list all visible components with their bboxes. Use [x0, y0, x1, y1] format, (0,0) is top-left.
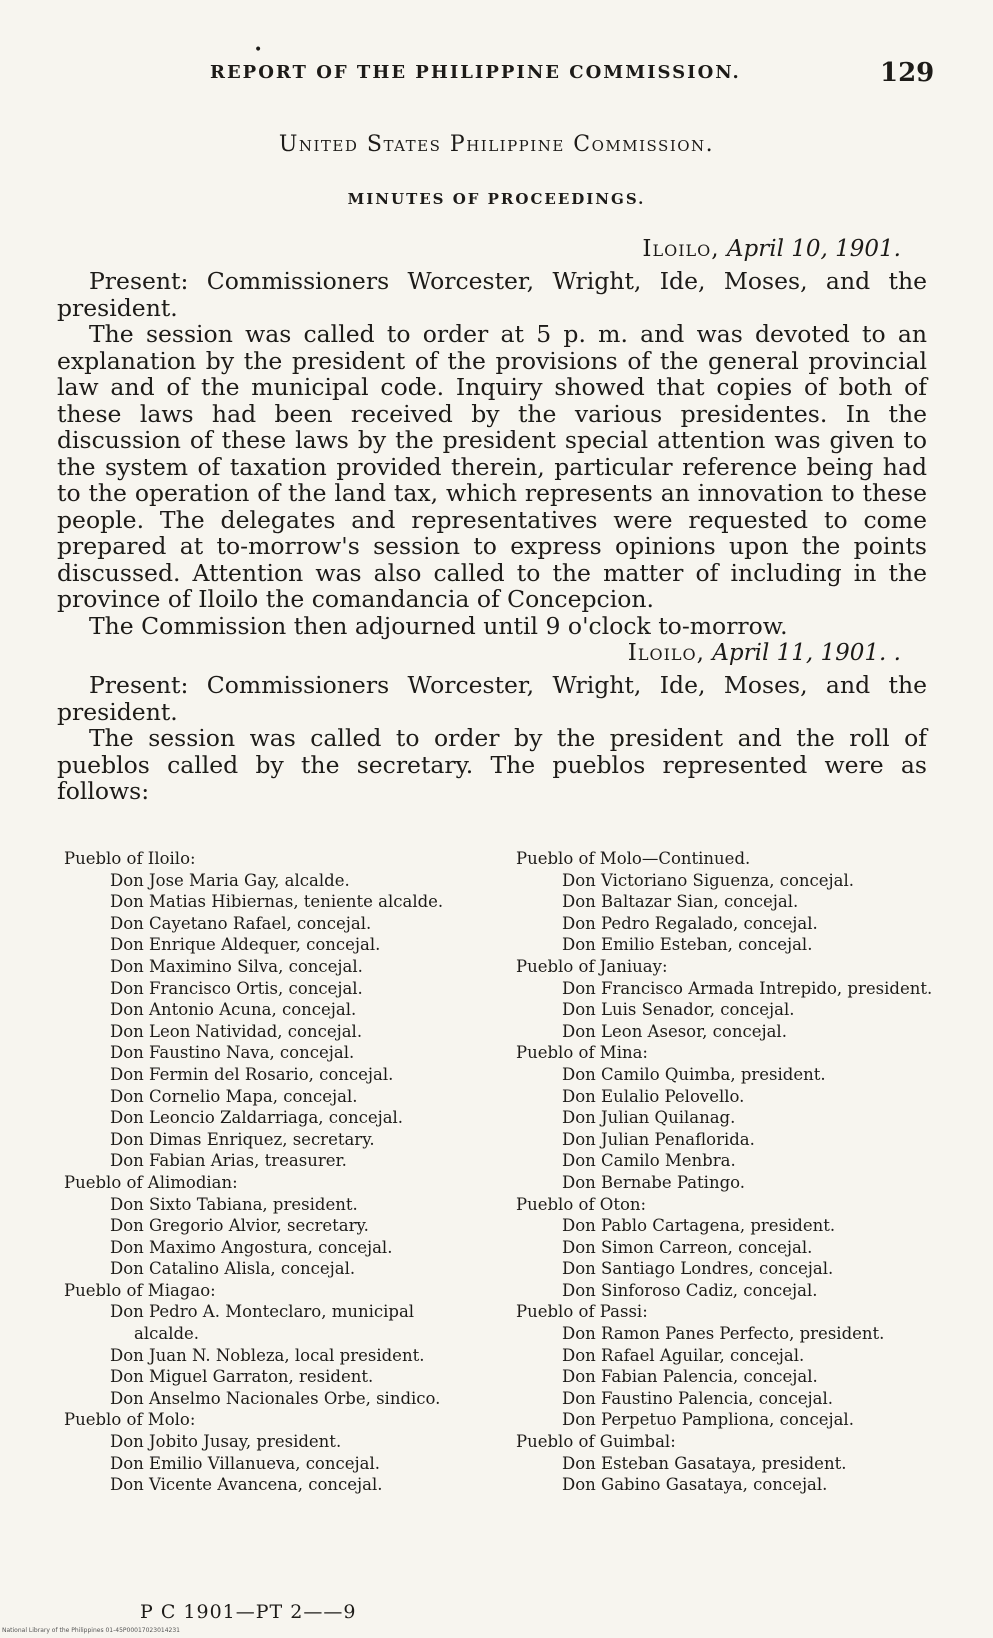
- delegate-entry: Don Sixto Tabiana, president.: [110, 1194, 358, 1214]
- delegate-entry: Don Pablo Cartagena, president.: [562, 1216, 836, 1236]
- delegate-entry: Don Gregorio Alvior, secretary.: [110, 1216, 369, 1236]
- delegate-entry: Don Cayetano Rafael, concejal.: [110, 913, 372, 933]
- delegate-entry: Don Catalino Alisla, concejal.: [110, 1259, 356, 1279]
- pueblo-heading: Pueblo of Miagao:: [64, 1280, 216, 1300]
- commission-title: United States Philippine Commission.: [278, 132, 715, 157]
- delegate-entry: Don Emilio Villanueva, concejal.: [110, 1453, 380, 1473]
- delegate-entry: Don Jose Maria Gay, alcalde.: [110, 870, 350, 890]
- roll-left-column: [64, 848, 484, 1496]
- delegate-entry: Don Perpetuo Pampliona, concejal.: [562, 1410, 854, 1430]
- session1-dateline: [642, 236, 901, 262]
- minutes-title: MINUTES OF PROCEEDINGS.: [347, 190, 646, 208]
- delegate-entry: Don Pedro A. Monteclaro, municipal alcalde.: [110, 1302, 415, 1344]
- delegate-entry: Don Faustino Nava, concejal.: [110, 1043, 355, 1063]
- delegate-entry: Don Dimas Enriquez, secretary.: [110, 1129, 375, 1149]
- running-title: REPORT OF THE PHILIPPINE COMMISSION.: [210, 62, 741, 83]
- session2-paragraph: The session was called to order by the president and the roll of pueblos called by the secretary. The pueblos represented were as follows:: [57, 724, 927, 805]
- session1-paragraph: The session was called to order at 5 p. m. and was devoted to an explanation by the president of the provisions of the general provincial law and of the municipal code. Inquiry showed that copies of both of these laws had been received by the various presidentes. In the discussion of these laws by the president special attention was given to the system of taxation provided therein, particular reference being had to the operation of the land tax, which represents an innovation to these people. The delegates and representatives were requested to come prepared at to-morrow's session to express opinions upon the points discussed. Attention was also called to the matter of including in the province of Iloilo the comandancia of Concepcion.: [57, 320, 927, 613]
- delegate-entry: Don Antonio Acuna, concejal.: [110, 1000, 357, 1020]
- delegate-entry: Don Julian Penaflorida.: [562, 1129, 755, 1149]
- delegate-entry: Don Camilo Menbra.: [562, 1151, 736, 1171]
- pueblo-heading: Pueblo of Molo:: [64, 1410, 196, 1430]
- delegate-entry: Don Maximo Angostura, concejal.: [110, 1237, 393, 1257]
- signature-mark: P C 1901—PT 2——9: [140, 1601, 357, 1623]
- library-line: National Library of the Philippines 01-45P00017023014231: [2, 1627, 180, 1634]
- delegate-entry: Don Emilio Esteban, concejal.: [562, 935, 813, 955]
- delegate-entry: Don Jobito Jusay, president.: [110, 1432, 342, 1452]
- session2-dateline: [628, 640, 901, 666]
- session1-place: Iloilo,: [642, 236, 720, 262]
- printer-mark: •: [254, 42, 263, 58]
- delegate-entry: Don Anselmo Nacionales Orbe, sindico.: [110, 1388, 441, 1408]
- pueblo-heading: Pueblo of Iloilo:: [64, 849, 196, 868]
- delegate-entry: Don Julian Quilanag.: [562, 1108, 736, 1128]
- delegate-entry: Don Maximino Silva, concejal.: [110, 956, 363, 976]
- delegate-entry: Don Fabian Arias, treasurer.: [110, 1151, 347, 1171]
- pueblo-heading: Pueblo of Alimodian:: [64, 1172, 238, 1192]
- delegate-entry: Don Baltazar Sian, concejal.: [562, 892, 799, 912]
- pueblo-heading: Pueblo of Molo—Continued.: [516, 849, 751, 868]
- delegate-entry: Don Faustino Palencia, concejal.: [562, 1388, 834, 1408]
- delegate-entry: Don Simon Carreon, concejal.: [562, 1237, 813, 1257]
- delegate-entry: Don Leon Natividad, concejal.: [110, 1021, 363, 1041]
- pueblo-heading: Pueblo of Janiuay:: [516, 956, 668, 976]
- delegate-entry: Don Bernabe Patingo.: [562, 1172, 746, 1192]
- delegate-entry: Don Miguel Garraton, resident.: [110, 1367, 374, 1387]
- delegate-entry: Don Juan N. Nobleza, local president.: [110, 1345, 425, 1365]
- delegate-entry: Don Matias Hibiernas, teniente alcalde.: [110, 892, 444, 912]
- session2-date: April 11, 1901. .: [712, 640, 901, 666]
- session1-paragraph: The Commission then adjourned until 9 o'clock to-morrow.: [89, 611, 788, 640]
- delegate-entry: Don Eulalio Pelovello.: [562, 1086, 745, 1106]
- delegate-entry: Don Fabian Palencia, concejal.: [562, 1367, 818, 1387]
- pueblo-heading: Pueblo of Mina:: [516, 1043, 648, 1063]
- session1-text: [57, 268, 927, 639]
- delegate-entry: Don Francisco Ortis, concejal.: [110, 978, 363, 998]
- delegate-entry: Don Rafael Aguilar, concejal.: [562, 1345, 805, 1365]
- session1-date: April 10, 1901.: [726, 236, 901, 262]
- delegate-entry: Don Enrique Aldequer, concejal.: [110, 935, 381, 955]
- pueblo-heading: Pueblo of Guimbal:: [516, 1432, 676, 1452]
- session1-paragraph: Present: Commissioners Worcester, Wright, Ide, Moses, and the president.: [57, 267, 927, 322]
- delegate-entry: Don Fermin del Rosario, concejal.: [110, 1064, 394, 1084]
- roll-right-column: [516, 848, 936, 1496]
- delegate-entry: Don Leoncio Zaldarriaga, concejal.: [110, 1108, 404, 1128]
- session2-paragraph: Present: Commissioners Worcester, Wright, Ide, Moses, and the president.: [57, 671, 927, 726]
- delegate-entry: Don Cornelio Mapa, concejal.: [110, 1086, 358, 1106]
- delegate-entry: Don Luis Senador, concejal.: [562, 1000, 795, 1020]
- delegate-entry: Don Gabino Gasataya, concejal.: [562, 1475, 828, 1495]
- session2-text: [57, 672, 927, 805]
- delegate-entry: Don Francisco Armada Intrepido, president.: [562, 978, 933, 998]
- session2-place: Iloilo,: [627, 640, 705, 666]
- delegate-entry: Don Santiago Londres, concejal.: [562, 1259, 834, 1279]
- delegate-entry: Don Camilo Quimba, president.: [562, 1064, 826, 1084]
- page-number: 129: [880, 58, 935, 88]
- delegate-entry: Don Vicente Avancena, concejal.: [110, 1475, 383, 1495]
- pueblo-heading: Pueblo of Oton:: [516, 1194, 647, 1214]
- delegate-entry: Don Esteban Gasataya, president.: [562, 1453, 847, 1473]
- delegate-entry: Don Ramon Panes Perfecto, president.: [562, 1324, 885, 1344]
- delegate-entry: Don Sinforoso Cadiz, concejal.: [562, 1280, 818, 1300]
- delegate-entry: Don Pedro Regalado, concejal.: [562, 913, 818, 933]
- delegate-entry: Don Victoriano Siguenza, concejal.: [562, 870, 855, 890]
- delegate-entry: Don Leon Asesor, concejal.: [562, 1021, 787, 1041]
- pueblo-heading: Pueblo of Passi:: [516, 1302, 648, 1322]
